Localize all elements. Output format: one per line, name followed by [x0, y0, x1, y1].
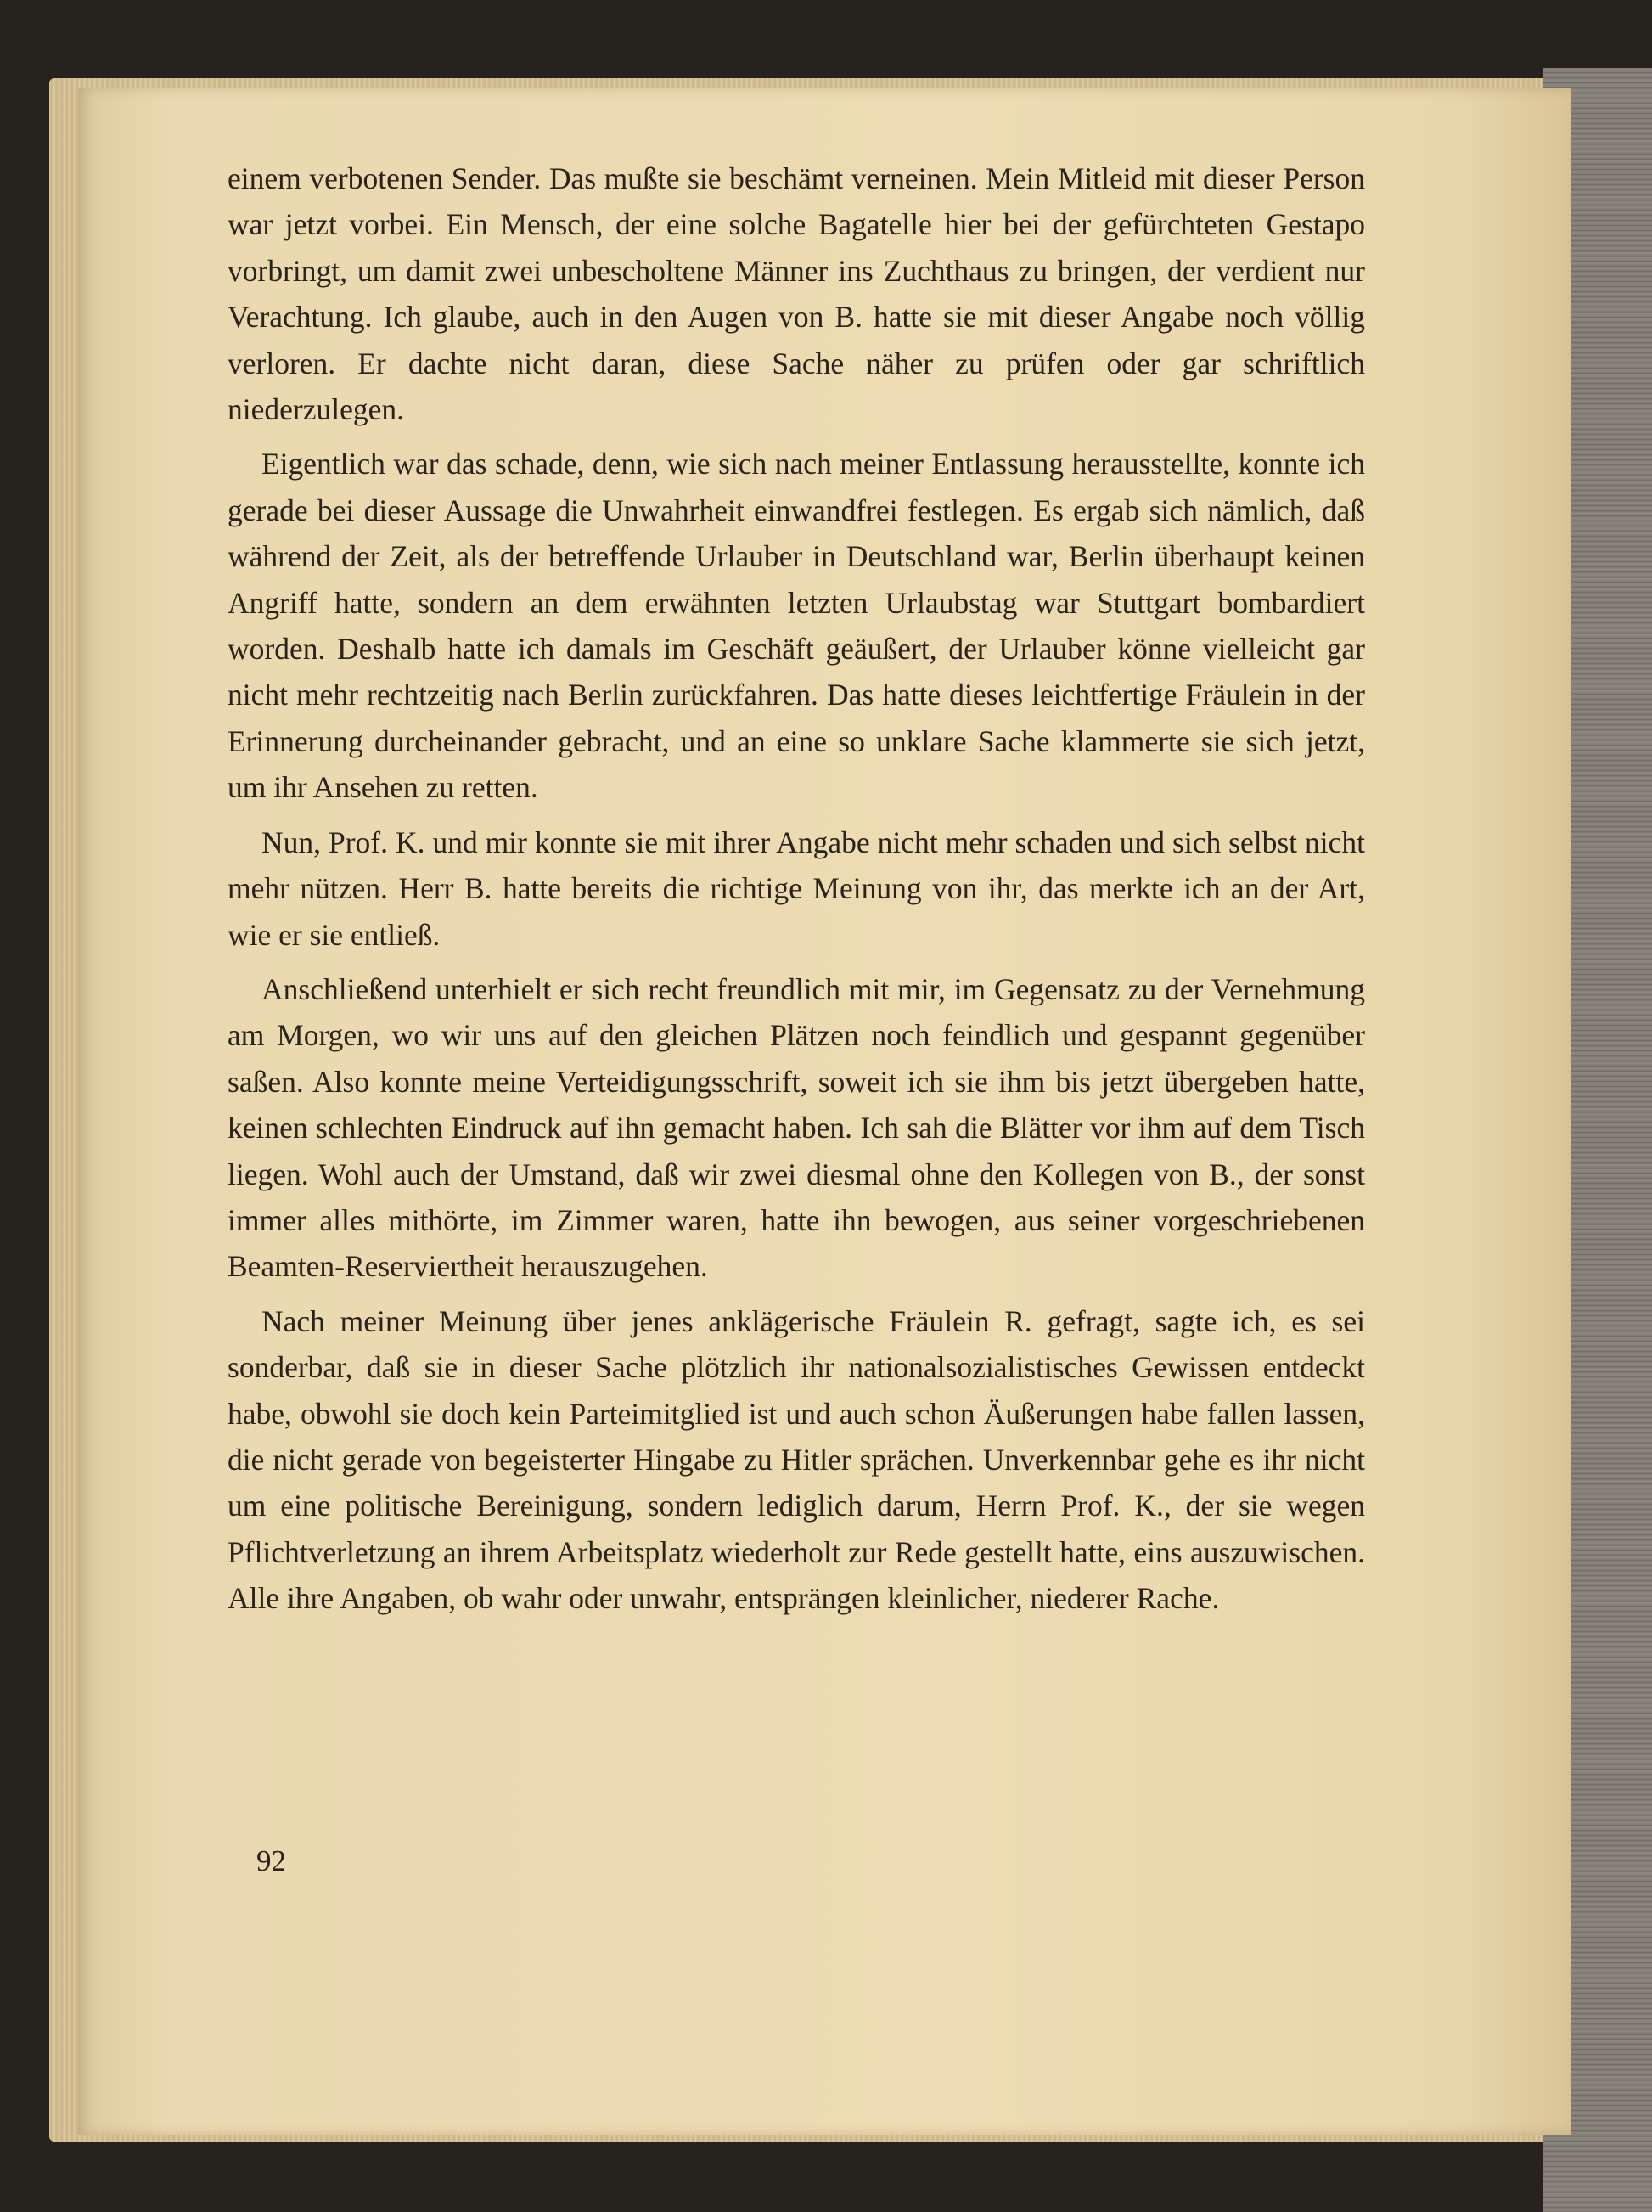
paragraph-5: Nach meiner Meinung über jenes anklägerische Fräulein R. gefragt, sagte ich, es sei sonderbar, daß sie in dieser Sache plötzlich ihr nationalsozialistisches Gewissen entdeckt habe, obwohl sie doch kein Parteimitglied ist und auch schon Äußerungen habe fallen lassen, die nicht gerade von begeisterter Hingabe zu Hitler sprächen. Unverkennbar gehe es ihr nicht um eine politische Bereinigung, sondern lediglich darum, Herrn Prof. K., der sie wegen Pflichtverletzung an ihrem Arbeitsplatz wiederholt zur Rede gestellt hatte, eins auszuwischen. Alle ihre Angaben, ob wahr oder unwahr, entsprängen kleinlicher, niederer Rache. — [228, 1303, 1365, 1616]
paragraph-1: einem verbotenen Sender. Das mußte sie beschämt verneinen. Mein Mitleid mit dieser Person war jetzt vorbei. Ein Mensch, der eine solche Bagatelle hier bei der gefürchteten Gestapo vorbringt, um damit zwei unbescholtene Männer ins Zuchthaus zu bringen, der verdient nur Verachtung. Ich glaube, auch in den Augen von B. hatte sie mit dieser Angabe noch völlig verloren. Er dachte nicht daran, diese Sache näher zu prüfen oder gar schriftlich niederzulegen. — [228, 161, 1365, 427]
paragraph-4: Anschließend unterhielt er sich recht freundlich mit mir, im Gegensatz zu der Vernehmung am Morgen, wo wir uns auf den gleichen Plätzen noch feindlich und gespannt gegenüber saßen. Also konnte meine Verteidigungsschrift, soweit ich sie ihm bis jetzt übergeben hatte, keinen schlechten Eindruck auf ihn gemacht haben. Ich sah die Blätter vor ihm auf dem Tisch liegen. Wohl auch der Umstand, daß wir zwei diesmal ohne den Kollegen von B., der sonst immer alles mithörte, im Zimmer waren, hatte ihn bewogen, aus seiner vorgeschriebenen Beamten-Reserviertheit herauszugehen. — [228, 971, 1365, 1284]
body-text — [228, 155, 1365, 1622]
paragraph-2: Eigentlich war das schade, denn, wie sich nach meiner Entlassung herausstellte, konnte ich gerade bei dieser Aussage die Unwahrheit einwandfrei festlegen. Es ergab sich nämlich, daß während der Zeit, als der betreffende Urlauber in Deutschland war, Berlin überhaupt keinen Angriff hatte, sondern an dem erwähnten letzten Urlaubstag war Stuttgart bombardiert worden. Deshalb hatte ich damals im Geschäft geäußert, der Urlauber könne vielleicht gar nicht mehr rechtzeitig nach Berlin zurückfahren. Das hatte dieses leichtfertige Fräulein in der Erinnerung durcheinander gebracht, und an eine so unklare Sache klammerte sie sich jetzt, um ihr Ansehen zu retten. — [228, 447, 1365, 805]
page-number: 92 — [256, 1844, 286, 1877]
paragraph-3: Nun, Prof. K. und mir konnte sie mit ihrer Angabe nicht mehr schaden und sich selbst nicht mehr nützen. Herr B. hatte bereits die richtige Meinung von ihr, das merkte ich an der Art, wie er sie entließ. — [228, 825, 1365, 952]
